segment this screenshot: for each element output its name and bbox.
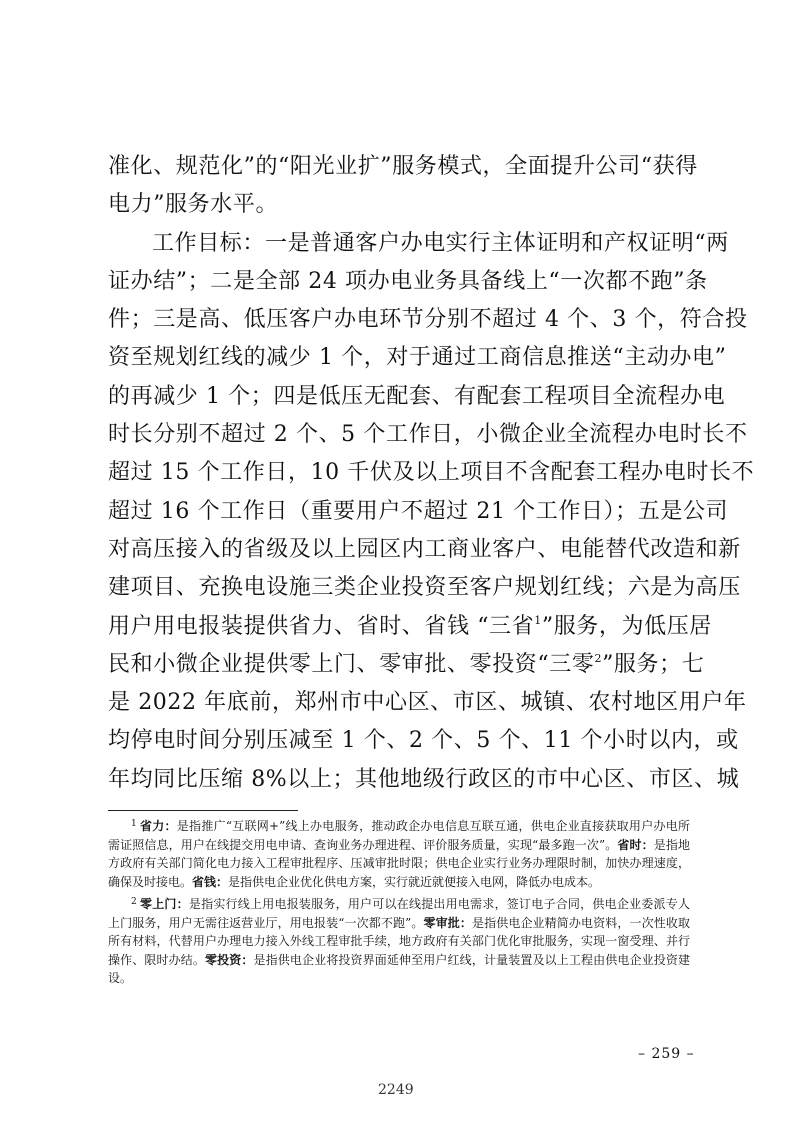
- text-line: [108, 646, 705, 684]
- footnote-2: [108, 893, 690, 988]
- footnote-text: 是指供电企业优化供电方案，实行就近就便接入电网，降低办电成本。: [228, 874, 601, 889]
- text-line: [108, 608, 712, 646]
- footnote-term: 省时：: [617, 837, 654, 852]
- line-text: 民和小微企业提供零上门、零审批、零投资“三零: [108, 651, 595, 677]
- text-line: 的再减少 1 个；四是低压无配套、有配套工程项目全流程办电: [108, 383, 726, 409]
- text-line: 电力”服务水平。: [108, 192, 279, 218]
- line-text: 用户用电报装提供省力、省时、省钱 “三省: [108, 613, 535, 639]
- footnote-term: 零上门：: [139, 897, 189, 911]
- text-line: 均停电时间分别压减至 1 个、2 个、5 个、11 个小时以内，或: [108, 728, 739, 754]
- body-text: [108, 148, 755, 799]
- footnote-mark: 1: [131, 819, 137, 829]
- footnote-mark: 2: [131, 897, 137, 907]
- text-line: 证办结”；二是全部 24 项办电业务具备线上“一次都不跑”条: [108, 268, 708, 294]
- text-line: 建项目、充换电设施三类企业投资至客户规划红线；六是为高压: [108, 575, 741, 601]
- text-line: 件；三是高、低压客户办电环节分别不超过 4 个、3 个，符合投: [108, 307, 748, 333]
- footnote-text: 是指供电企业精简办电资料，一次性收取所有材料，代替用户办理电力接入外线工程审批手续，地方政府有关部门优化审批服务，实现一窗受理、并行操作、限时办结。: [108, 915, 690, 967]
- footnotes: [108, 815, 690, 990]
- footnote-text: 是指实行线上用电报装服务，用户可以在线提出用电需求，签订电子合同，供电企业委派专人上门服务，用户无需往返营业厅，用电报装“一次都不跑”。: [108, 897, 690, 930]
- footnote-term: 省钱：: [192, 874, 229, 889]
- text-line: 资至规划红线的减少 1 个，对于通过工商信息推送“主动办电”: [108, 345, 727, 371]
- text-line: 超过 16 个工作日（重要用户不超过 21 个工作日）；五是公司: [108, 498, 729, 524]
- footnote-divider: [108, 810, 298, 811]
- footnote-ref-1[interactable]: 1: [534, 613, 542, 627]
- footnote-term: 省力：: [139, 819, 177, 833]
- footnote-text: 是指供电企业将投资界面延伸至用户红线，计量装置及以上工程由供电企业投资建设。: [108, 952, 690, 985]
- text-line: 年均同比压缩 8%以上；其他地级行政区的市中心区、市区、城: [108, 766, 740, 792]
- text-line: 超过 15 个工作日，10 千伏及以上项目不含配套工程办电时长不: [108, 460, 755, 486]
- footnote-text: 是指地方政府有关部门简化电力接入工程审批程序、压减审批时限；供电企业实行业务办理限时制，加快办理速度，确保及时接电。: [108, 837, 690, 889]
- footnote-term: 零投资：: [205, 952, 254, 967]
- line-text: ”服务；七: [602, 651, 705, 677]
- text-line: 时长分别不超过 2 个、5 个工作日，小微企业全流程办电时长不: [108, 422, 748, 448]
- text-line: 工作目标：一是普通客户办电实行主体证明和产权证明“两: [152, 230, 729, 256]
- text-line: 是 2022 年底前，郑州市中心区、市区、城镇、农村地区用户年: [108, 690, 747, 716]
- footnote-text: 是指推广“互联网+”线上办电服务，推动政企办电信息互联互通，供电企业直接获取用户办电所需证照信息，用户在线提交用电申请、查询业务办理进程、评价服务质量，实现“最多跑一次”。: [108, 819, 690, 852]
- page-number: – 259 –: [638, 1046, 695, 1062]
- document-number: 2249: [378, 1082, 414, 1098]
- footnote-term: 零审批：: [423, 915, 472, 930]
- line-text: ”服务，为低压居: [541, 613, 712, 639]
- text-line: 准化、规范化”的“阳光业扩”服务模式，全面提升公司“获得: [108, 154, 698, 179]
- footnote-1: [108, 815, 690, 891]
- footnote-ref-2[interactable]: 2: [594, 651, 603, 665]
- text-line: 对高压接入的省级及以上园区内工商业客户、电能替代改造和新: [108, 536, 741, 562]
